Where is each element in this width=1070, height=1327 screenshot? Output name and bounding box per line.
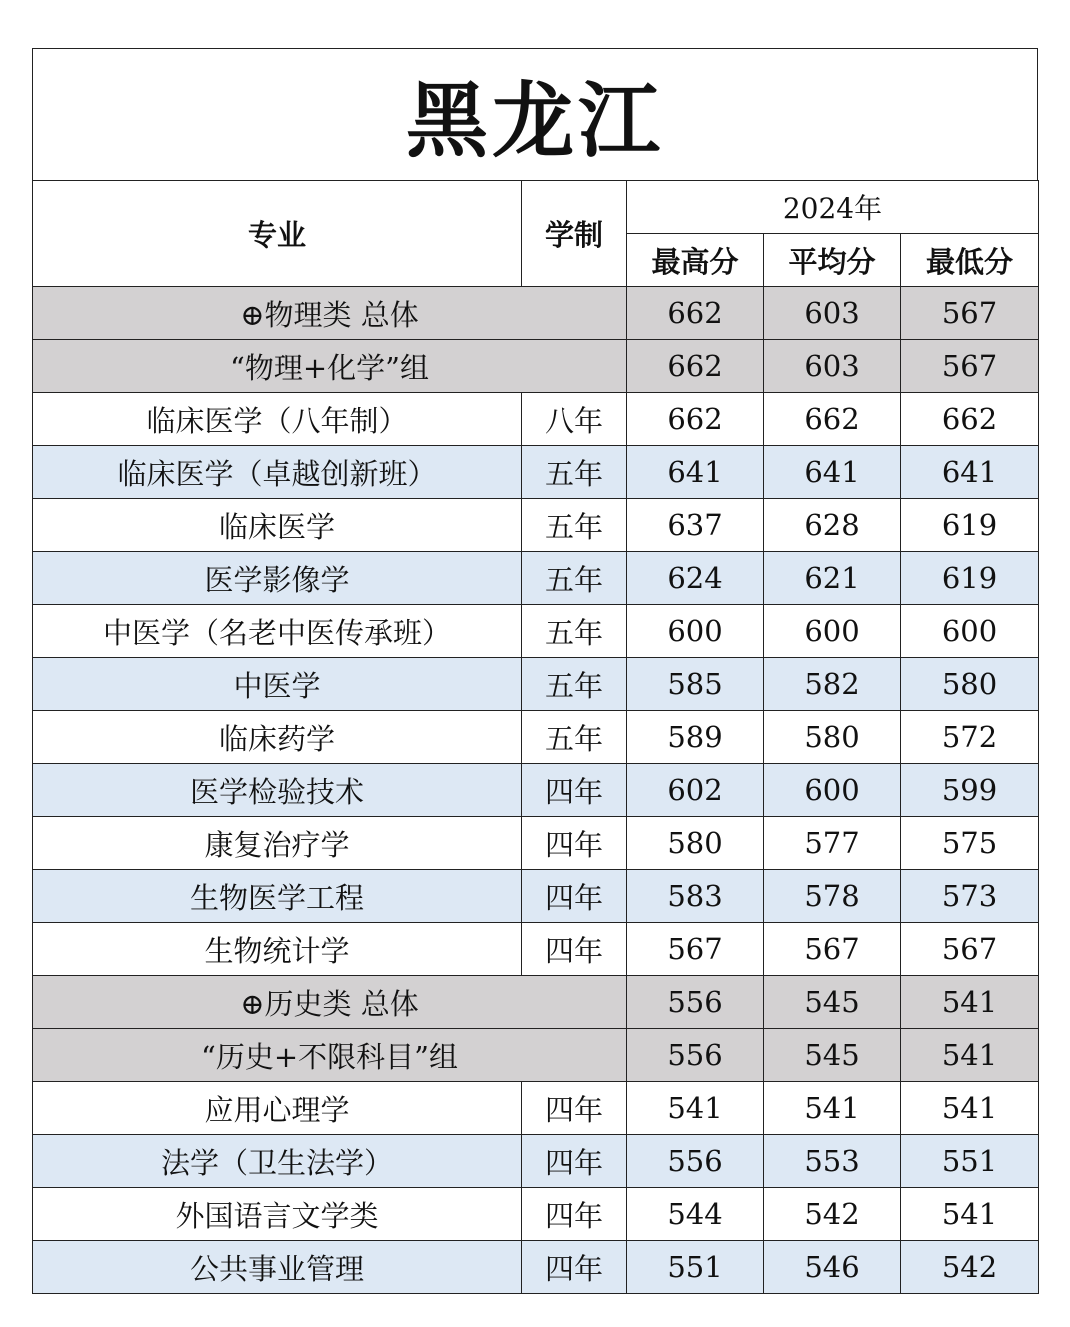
- min-score: 542: [901, 1241, 1039, 1294]
- group-name: “历史+不限科目”组: [33, 1029, 627, 1082]
- avg-score: 567: [764, 923, 901, 976]
- title-box: [32, 48, 1038, 180]
- min-score: 567: [901, 340, 1039, 393]
- max-score: 641: [627, 446, 764, 499]
- table-row: [33, 1135, 1039, 1188]
- duration-cell: 四年: [522, 817, 627, 870]
- avg-score: 628: [764, 499, 901, 552]
- header-major: 专业: [33, 181, 522, 287]
- max-score: 567: [627, 923, 764, 976]
- group-name: ⊕历史类 总体: [33, 976, 627, 1029]
- max-score: 662: [627, 287, 764, 340]
- table-row: [33, 817, 1039, 870]
- min-score: 572: [901, 711, 1039, 764]
- major-name: 医学影像学: [33, 552, 522, 605]
- max-score: 589: [627, 711, 764, 764]
- score-sheet: [32, 48, 1038, 1294]
- table-row: [33, 764, 1039, 817]
- max-score: 600: [627, 605, 764, 658]
- major-name: 医学检验技术: [33, 764, 522, 817]
- min-score: 567: [901, 287, 1039, 340]
- min-score: 551: [901, 1135, 1039, 1188]
- min-score: 541: [901, 1029, 1039, 1082]
- avg-score: 603: [764, 287, 901, 340]
- header-max: 最高分: [627, 234, 764, 287]
- max-score: 662: [627, 393, 764, 446]
- major-name: 公共事业管理: [33, 1241, 522, 1294]
- duration-cell: 四年: [522, 1082, 627, 1135]
- max-score: 580: [627, 817, 764, 870]
- group-name: ⊕物理类 总体: [33, 287, 627, 340]
- avg-score: 577: [764, 817, 901, 870]
- table-body: [33, 287, 1039, 1294]
- duration-cell: 五年: [522, 552, 627, 605]
- avg-score: 545: [764, 1029, 901, 1082]
- major-name: 外国语言文学类: [33, 1188, 522, 1241]
- max-score: 602: [627, 764, 764, 817]
- major-name: 中医学（名老中医传承班）: [33, 605, 522, 658]
- major-name: 法学（卫生法学）: [33, 1135, 522, 1188]
- table-row: [33, 605, 1039, 658]
- avg-score: 662: [764, 393, 901, 446]
- max-score: 637: [627, 499, 764, 552]
- min-score: 619: [901, 499, 1039, 552]
- duration-cell: 五年: [522, 605, 627, 658]
- avg-score: 641: [764, 446, 901, 499]
- table-row: [33, 499, 1039, 552]
- min-score: 580: [901, 658, 1039, 711]
- avg-score: 580: [764, 711, 901, 764]
- major-name: 临床药学: [33, 711, 522, 764]
- max-score: 541: [627, 1082, 764, 1135]
- major-name: 临床医学: [33, 499, 522, 552]
- avg-score: 603: [764, 340, 901, 393]
- header-min: 最低分: [901, 234, 1039, 287]
- table-row: [33, 1241, 1039, 1294]
- min-score: 599: [901, 764, 1039, 817]
- score-table: [32, 180, 1039, 1294]
- table-row: [33, 1188, 1039, 1241]
- major-name: 康复治疗学: [33, 817, 522, 870]
- avg-score: 546: [764, 1241, 901, 1294]
- table-row: [33, 393, 1039, 446]
- duration-cell: 五年: [522, 499, 627, 552]
- min-score: 541: [901, 976, 1039, 1029]
- major-name: 临床医学（卓越创新班）: [33, 446, 522, 499]
- max-score: 556: [627, 1135, 764, 1188]
- duration-cell: 四年: [522, 870, 627, 923]
- max-score: 662: [627, 340, 764, 393]
- min-score: 567: [901, 923, 1039, 976]
- table-row: [33, 446, 1039, 499]
- max-score: 556: [627, 976, 764, 1029]
- min-score: 573: [901, 870, 1039, 923]
- avg-score: 542: [764, 1188, 901, 1241]
- duration-cell: 五年: [522, 658, 627, 711]
- max-score: 544: [627, 1188, 764, 1241]
- avg-score: 553: [764, 1135, 901, 1188]
- min-score: 541: [901, 1082, 1039, 1135]
- min-score: 541: [901, 1188, 1039, 1241]
- table-row: [33, 658, 1039, 711]
- min-score: 662: [901, 393, 1039, 446]
- major-name: 生物医学工程: [33, 870, 522, 923]
- duration-cell: 四年: [522, 1135, 627, 1188]
- table-row: [33, 870, 1039, 923]
- duration-cell: 四年: [522, 764, 627, 817]
- major-name: 临床医学（八年制）: [33, 393, 522, 446]
- min-score: 619: [901, 552, 1039, 605]
- avg-score: 600: [764, 605, 901, 658]
- min-score: 641: [901, 446, 1039, 499]
- avg-score: 578: [764, 870, 901, 923]
- avg-score: 545: [764, 976, 901, 1029]
- min-score: 600: [901, 605, 1039, 658]
- group-row: [33, 287, 1039, 340]
- group-row: [33, 340, 1039, 393]
- max-score: 585: [627, 658, 764, 711]
- duration-cell: 五年: [522, 711, 627, 764]
- major-name: 生物统计学: [33, 923, 522, 976]
- group-row: [33, 976, 1039, 1029]
- max-score: 583: [627, 870, 764, 923]
- avg-score: 600: [764, 764, 901, 817]
- avg-score: 582: [764, 658, 901, 711]
- table-row: [33, 552, 1039, 605]
- duration-cell: 四年: [522, 1241, 627, 1294]
- max-score: 551: [627, 1241, 764, 1294]
- duration-cell: 四年: [522, 1188, 627, 1241]
- table-row: [33, 711, 1039, 764]
- major-name: 中医学: [33, 658, 522, 711]
- table-row: [33, 923, 1039, 976]
- group-name: “物理+化学”组: [33, 340, 627, 393]
- major-name: 应用心理学: [33, 1082, 522, 1135]
- duration-cell: 五年: [522, 446, 627, 499]
- duration-cell: 四年: [522, 923, 627, 976]
- header-avg: 平均分: [764, 234, 901, 287]
- avg-score: 621: [764, 552, 901, 605]
- avg-score: 541: [764, 1082, 901, 1135]
- group-row: [33, 1029, 1039, 1082]
- max-score: 624: [627, 552, 764, 605]
- max-score: 556: [627, 1029, 764, 1082]
- page-title: 黑龙江: [405, 74, 664, 169]
- duration-cell: 八年: [522, 393, 627, 446]
- min-score: 575: [901, 817, 1039, 870]
- table-row: [33, 1082, 1039, 1135]
- header-year: 2024年: [627, 181, 1039, 234]
- header-duration: 学制: [522, 181, 627, 287]
